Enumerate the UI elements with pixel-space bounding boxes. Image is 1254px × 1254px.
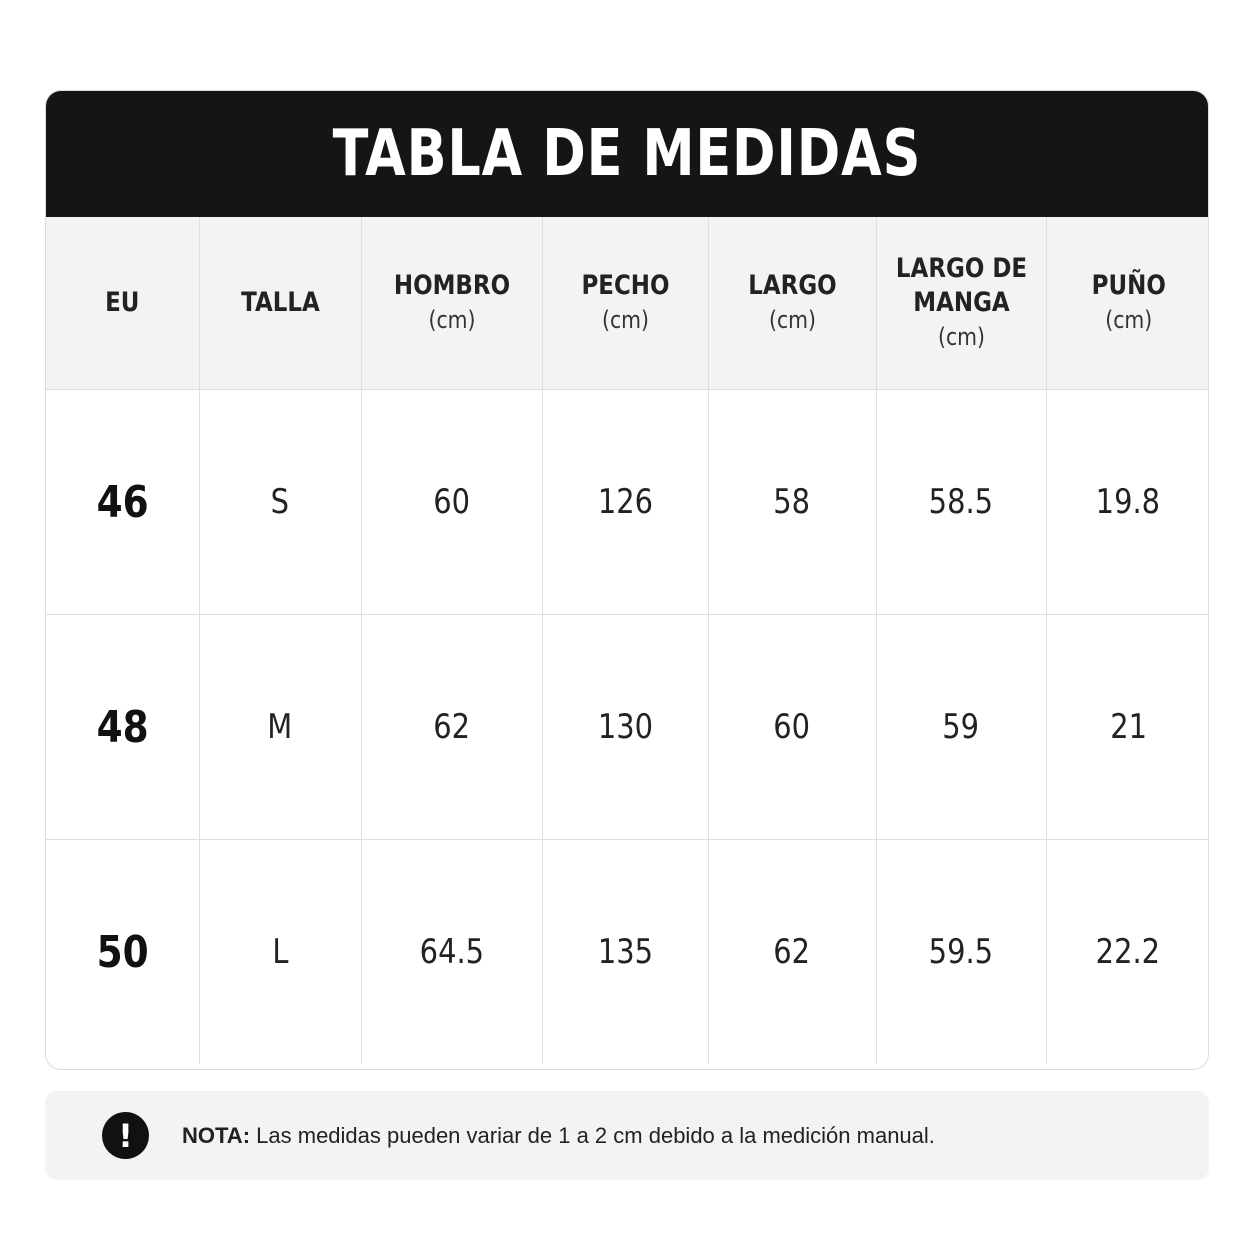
header-largo: LARGO (cm): [708, 217, 876, 390]
cell-puno: 21: [1046, 615, 1209, 840]
table-row: [46, 840, 1209, 1065]
cell-hombro: 60: [361, 390, 542, 615]
cell-eu: 50: [46, 840, 199, 1065]
cell-largo-manga: 59.5: [876, 840, 1046, 1065]
cell-pecho: 135: [542, 840, 708, 1065]
cell-talla: L: [199, 840, 361, 1065]
note-box: [45, 1091, 1209, 1180]
size-table: [46, 217, 1209, 1064]
header-largo-de-manga: LARGO DE MANGA (cm): [876, 217, 1046, 390]
header-puno: PUÑO (cm): [1046, 217, 1209, 390]
size-chart-card: [45, 90, 1209, 1070]
cell-eu: 48: [46, 615, 199, 840]
cell-puno: 22.2: [1096, 932, 1161, 972]
note-message: Las medidas pueden variar de 1 a 2 cm debido a la medición manual.: [256, 1122, 935, 1148]
cell-talla: S: [199, 390, 361, 615]
exclamation-icon: !: [102, 1112, 149, 1159]
cell-puno: 19.8: [1046, 390, 1209, 615]
cell-largo: 58: [708, 390, 876, 615]
note-label: NOTA:: [182, 1122, 251, 1148]
cell-pecho: 130: [542, 615, 708, 840]
cell-largo: 60: [708, 615, 876, 840]
header-hombro: HOMBRO (cm): [361, 217, 542, 390]
cell-pecho: 126: [542, 390, 708, 615]
note-text: [182, 1123, 935, 1149]
header-talla: TALLA: [199, 217, 361, 390]
cell-talla: M: [199, 615, 361, 840]
cell-largo-manga: 58.5: [876, 390, 1046, 615]
cell-hombro: 62: [361, 615, 542, 840]
table-row: [46, 615, 1209, 840]
page-title: TABLA DE MEDIDAS: [332, 117, 922, 191]
title-bar: [46, 91, 1208, 217]
cell-hombro: 64.5: [361, 840, 542, 1065]
header-eu: EU: [46, 217, 199, 390]
table-row: [46, 390, 1209, 615]
cell-eu: 46: [46, 390, 199, 615]
cell-largo: 62: [708, 840, 876, 1065]
cell-largo-manga: 59: [876, 615, 1046, 840]
header-pecho: PECHO (cm): [542, 217, 708, 390]
header-row: [46, 217, 1209, 390]
